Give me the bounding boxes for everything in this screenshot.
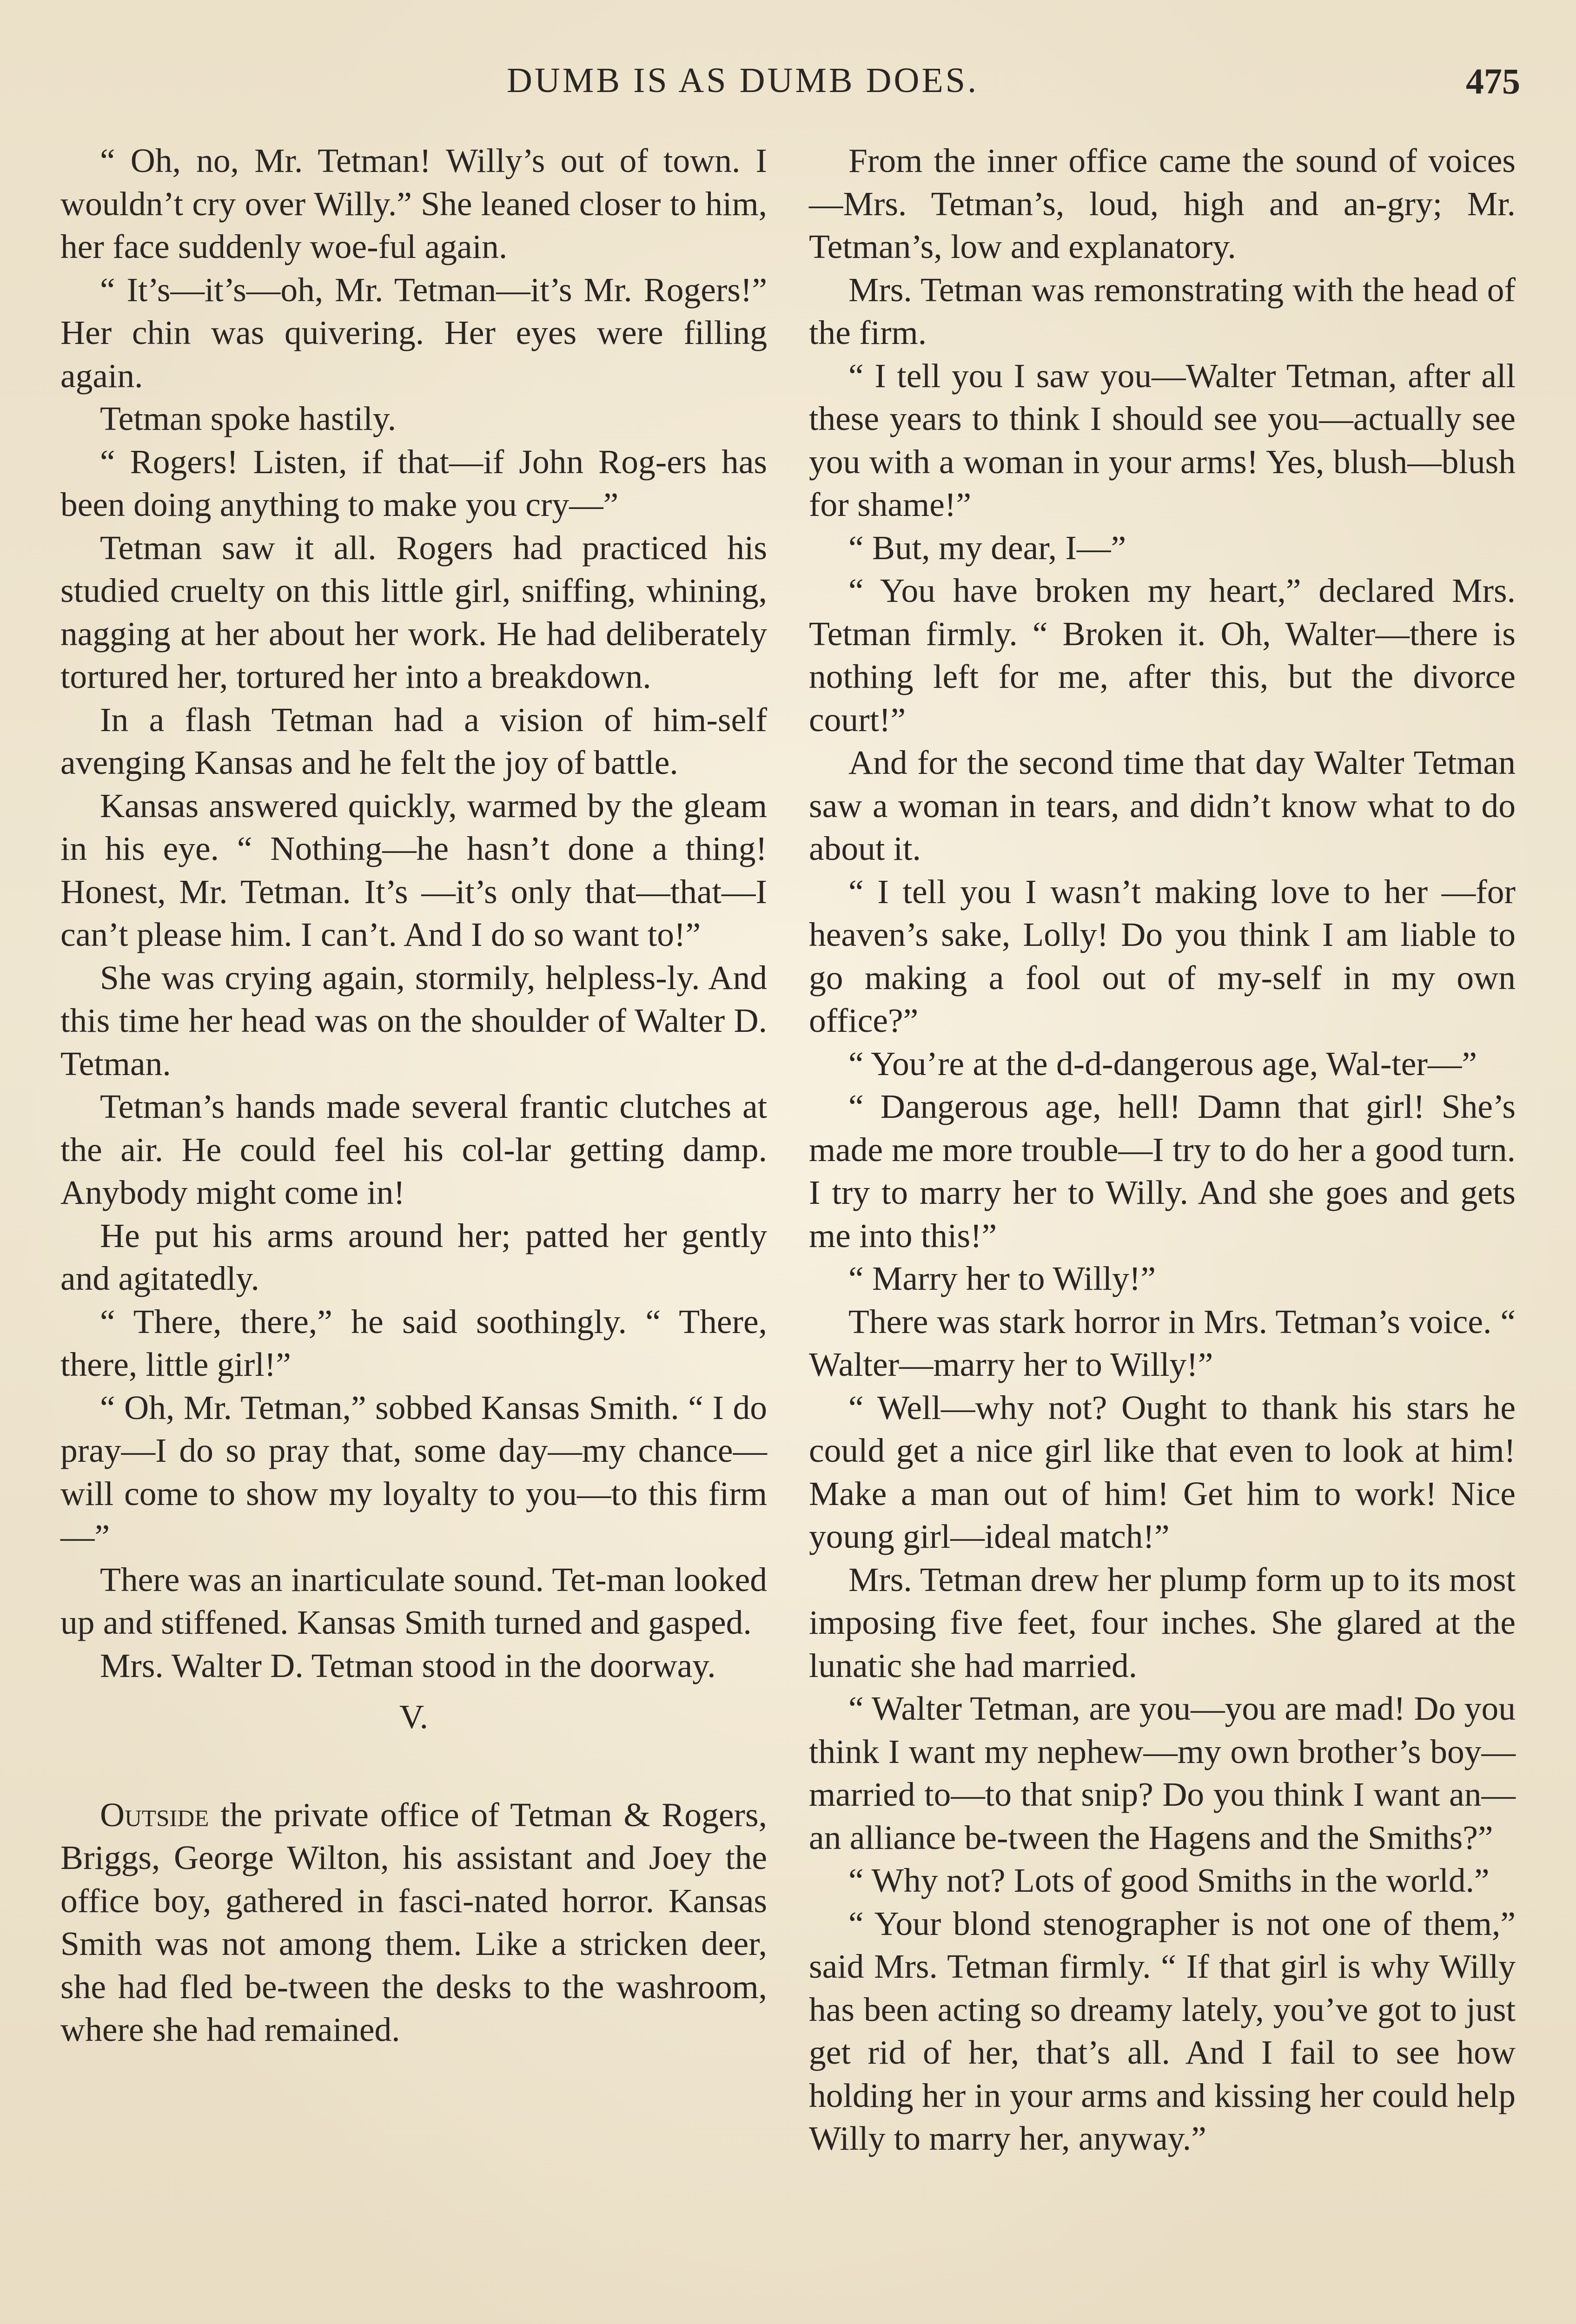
paragraph: “ It’s—it’s—oh, Mr. Tetman—it’s Mr. Rogers!” Her chin was quivering. Her eyes were filling again. xyxy=(60,271,767,395)
paragraph: From the inner office came the sound of voices—Mrs. Tetman’s, loud, high and an-gry; Mr. Tetman’s, low and explanatory. xyxy=(809,142,1516,265)
paragraph: She was crying again, stormily, helpless-ly. And this time her head was on the shoulder of Walter D. Tetman. xyxy=(60,958,767,1083)
paragraph: In a flash Tetman had a vision of him-self avenging Kansas and he felt the joy of battle. xyxy=(60,700,767,781)
paragraph: “ But, my dear, I—” xyxy=(848,528,1126,567)
paragraph: “ I tell you I saw you—Walter Tetman, after all these years to think I should see you—actually see you with a woman in your arms! Yes, blush—blush for shame!” xyxy=(809,357,1516,523)
paragraph: He put his arms around her; patted her gently and agitatedly. xyxy=(60,1216,767,1297)
paragraph: Kansas answered quickly, warmed by the gleam in his eye. “ Nothing—he hasn’t done a thing! Honest, Mr. Tetman. It’s —it’s only that—that—I can’t please him. I can’t. And I do so want to!” xyxy=(60,786,767,953)
paragraph: Mrs. Walter D. Tetman stood in the doorway. xyxy=(100,1646,716,1684)
paragraph: Mrs. Tetman was remonstrating with the head of the firm. xyxy=(809,271,1516,351)
running-title: DUMB IS AS DUMB DOES. xyxy=(507,61,979,100)
section-heading: V. xyxy=(399,1698,428,1736)
paragraph: “ Why not? Lots of good Smiths in the world.” xyxy=(848,1862,1490,1899)
section-first-word: Outside xyxy=(100,1796,209,1834)
paragraph: “ Dangerous age, hell! Damn that girl! She’s made me more trouble—I try to do her a good turn. I try to marry her to Willy. And she goes and gets me into this!” xyxy=(809,1088,1516,1254)
paragraph: “ Rogers! Listen, if that—if John Rog-ers has been doing anything to make you cry—” xyxy=(60,442,767,523)
paragraph: There was stark horror in Mrs. Tetman’s voice. “ Walter—marry her to Willy!” xyxy=(809,1302,1516,1383)
paragraph: And for the second time that day Walter Tetman saw a woman in tears, and didn’t know what to do about it. xyxy=(809,744,1516,867)
paragraph: Mrs. Tetman drew her plump form up to its most imposing five feet, four inches. She glared at the lunatic she had married. xyxy=(809,1560,1516,1684)
section-opening-paragraph xyxy=(60,1794,767,2052)
paragraph: “ Well—why not? Ought to thank his stars he could get a nice girl like that even to look at him! Make a man out of him! Get him to work! Nice young girl—ideal match!” xyxy=(809,1388,1516,1555)
paragraph: There was an inarticulate sound. Tet-man looked up and stiffened. Kansas Smith turned and gasped. xyxy=(60,1560,767,1641)
section-paragraph-text: the private office of Tetman & Rogers, Briggs, George Wilton, his assistant and Joey the office boy, gathered in fasci-nated horror. Kansas Smith was not among them. Like a stricken deer, she had fled be-tween the desks to the washroom, where she had remained. xyxy=(60,1796,767,2048)
paragraph: “ Oh, Mr. Tetman,” sobbed Kansas Smith. “ I do pray—I do so pray that, some day—my chance—will come to show my loyalty to you—to this firm—” xyxy=(60,1388,767,1555)
paragraph: “ Your blond stenographer is not one of them,” said Mrs. Tetman firmly. “ If that girl is why Willy has been acting so dreamy lately, you’ve got to just get rid of her, that’s all. And I fail to see how holding her in your arms and kissing her could help Willy to marry her, anyway.” xyxy=(809,1904,1516,2157)
paragraph: “ You have broken my heart,” declared Mrs. Tetman firmly. “ Broken it. Oh, Walter—there is nothing left for me, after this, but the divorce court!” xyxy=(809,572,1516,739)
paragraph: “ Walter Tetman, are you—you are mad! Do you think I want my nephew—my own brother’s boy—married to—to that snip? Do you think I want an—an alliance be-tween the Hagens and the Smiths?” xyxy=(809,1690,1516,1856)
left-column xyxy=(60,139,767,2052)
paragraph: Tetman’s hands made several frantic clutches at the air. He could feel his col-lar getting damp. Anybody might come in! xyxy=(60,1088,767,1211)
paragraph: “ I tell you I wasn’t making love to her —for heaven’s sake, Lolly! Do you think I am liable to go making a fool out of my-self in my own office?” xyxy=(809,872,1516,1039)
page-number: 475 xyxy=(1466,61,1520,101)
paragraph: Tetman spoke hastily. xyxy=(100,400,397,437)
paragraph: “ You’re at the d-d-dangerous age, Wal-ter—” xyxy=(848,1044,1477,1083)
paragraph: “ Oh, no, Mr. Tetman! Willy’s out of town. I wouldn’t cry over Willy.” She leaned closer to him, her face suddenly woe-ful again. xyxy=(60,142,767,265)
paragraph: Tetman saw it all. Rogers had practiced his studied cruelty on this little girl, sniffing, whining, nagging at her about her work. He had deliberately tortured her, tortured her into a breakdown. xyxy=(60,528,767,695)
right-column xyxy=(809,139,1516,2160)
paragraph: “ There, there,” he said soothingly. “ There, there, little girl!” xyxy=(60,1302,767,1383)
paragraph: “ Marry her to Willy!” xyxy=(848,1260,1156,1297)
